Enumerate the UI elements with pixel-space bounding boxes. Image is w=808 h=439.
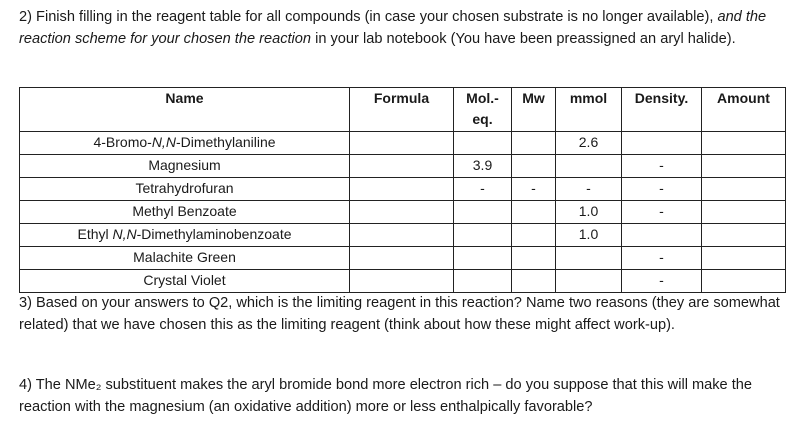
mmol-cell: - (556, 178, 622, 201)
header-mol-eq: Mol.-eq. (454, 88, 512, 132)
table-row (20, 270, 786, 293)
formula-cell (350, 247, 454, 270)
header-amount: Amount (702, 88, 786, 132)
table-row (20, 247, 786, 270)
density-cell (622, 224, 702, 247)
mmol-cell (556, 155, 622, 178)
compound-name: 4-Bromo- (93, 134, 152, 150)
compound-name: -Dimethylaminobenzoate (136, 226, 292, 242)
formula-cell (350, 178, 454, 201)
compound-name-cell (20, 201, 350, 224)
header-mmol: mmol (556, 88, 622, 132)
compound-name-cell (20, 132, 350, 155)
compound-name-cell (20, 178, 350, 201)
mw-cell (512, 132, 556, 155)
density-cell: - (622, 270, 702, 293)
formula-cell (350, 224, 454, 247)
density-cell (622, 132, 702, 155)
amount-cell (702, 132, 786, 155)
question-2 (19, 7, 795, 50)
mmol-cell: 1.0 (556, 201, 622, 224)
mmol-cell (556, 247, 622, 270)
formula-cell (350, 132, 454, 155)
amount-cell (702, 270, 786, 293)
compound-name-cell (20, 270, 350, 293)
mol-eq-cell (454, 247, 512, 270)
mw-cell (512, 224, 556, 247)
mmol-cell (556, 270, 622, 293)
mol-eq-cell: - (454, 178, 512, 201)
mw-cell (512, 270, 556, 293)
compound-name: N,N (112, 226, 137, 242)
compound-name-cell (20, 155, 350, 178)
mol-eq-cell (454, 224, 512, 247)
header-formula: Formula (350, 88, 454, 132)
compound-name: Malachite Green (133, 249, 236, 265)
formula-cell (350, 201, 454, 224)
formula-cell (350, 270, 454, 293)
mw-cell (512, 201, 556, 224)
compound-name: Methyl Benzoate (132, 203, 237, 219)
table-header-row (20, 88, 786, 132)
mol-eq-cell (454, 132, 512, 155)
table-row (20, 155, 786, 178)
table-row (20, 132, 786, 155)
compound-name: Ethyl (77, 226, 113, 242)
table-row (20, 201, 786, 224)
reagent-table (19, 87, 786, 293)
mw-cell (512, 247, 556, 270)
question-4: 4) The NMe₂ substituent makes the aryl bromide bond more electron rich – do you suppose that this will make the reaction with the magnesium (an oxidative addition) more or less enthalpically favorable? (19, 377, 753, 415)
table-row (20, 178, 786, 201)
mol-eq-cell (454, 201, 512, 224)
amount-cell (702, 201, 786, 224)
amount-cell (702, 224, 786, 247)
compound-name: N,N (151, 134, 176, 150)
header-density: Density. (622, 88, 702, 132)
question-2-text: 2) Finish filling in the reagent table for all compounds (in case your chosen substrate is no longer available), (19, 9, 718, 25)
density-cell: - (622, 247, 702, 270)
compound-name: -Dimethylaniline (175, 134, 276, 150)
mmol-cell: 2.6 (556, 132, 622, 155)
mol-eq-cell (454, 270, 512, 293)
mw-cell: - (512, 178, 556, 201)
question-2-italic: and the reaction scheme for your chosen the reaction (19, 9, 767, 47)
header-name: Name (20, 88, 350, 132)
table-row (20, 224, 786, 247)
amount-cell (702, 247, 786, 270)
amount-cell (702, 178, 786, 201)
question-2-text-end: in your lab notebook (You have been preassigned an aryl halide). (311, 30, 736, 47)
compound-name-cell (20, 224, 350, 247)
header-mw: Mw (512, 88, 556, 132)
compound-name-cell (20, 247, 350, 270)
compound-name: Magnesium (148, 157, 221, 173)
formula-cell (350, 155, 454, 178)
question-3: 3) Based on your answers to Q2, which is the limiting reagent in this reaction? Name two reasons (they are somewhat related) that we have chosen this as the limiting reagent (think about how these might affect work-up). (19, 295, 780, 333)
compound-name: Crystal Violet (143, 272, 226, 288)
density-cell: - (622, 201, 702, 224)
compound-name: Tetrahydrofuran (135, 180, 234, 196)
mw-cell (512, 155, 556, 178)
mmol-cell: 1.0 (556, 224, 622, 247)
mol-eq-cell: 3.9 (454, 155, 512, 178)
amount-cell (702, 155, 786, 178)
density-cell: - (622, 155, 702, 178)
density-cell: - (622, 178, 702, 201)
